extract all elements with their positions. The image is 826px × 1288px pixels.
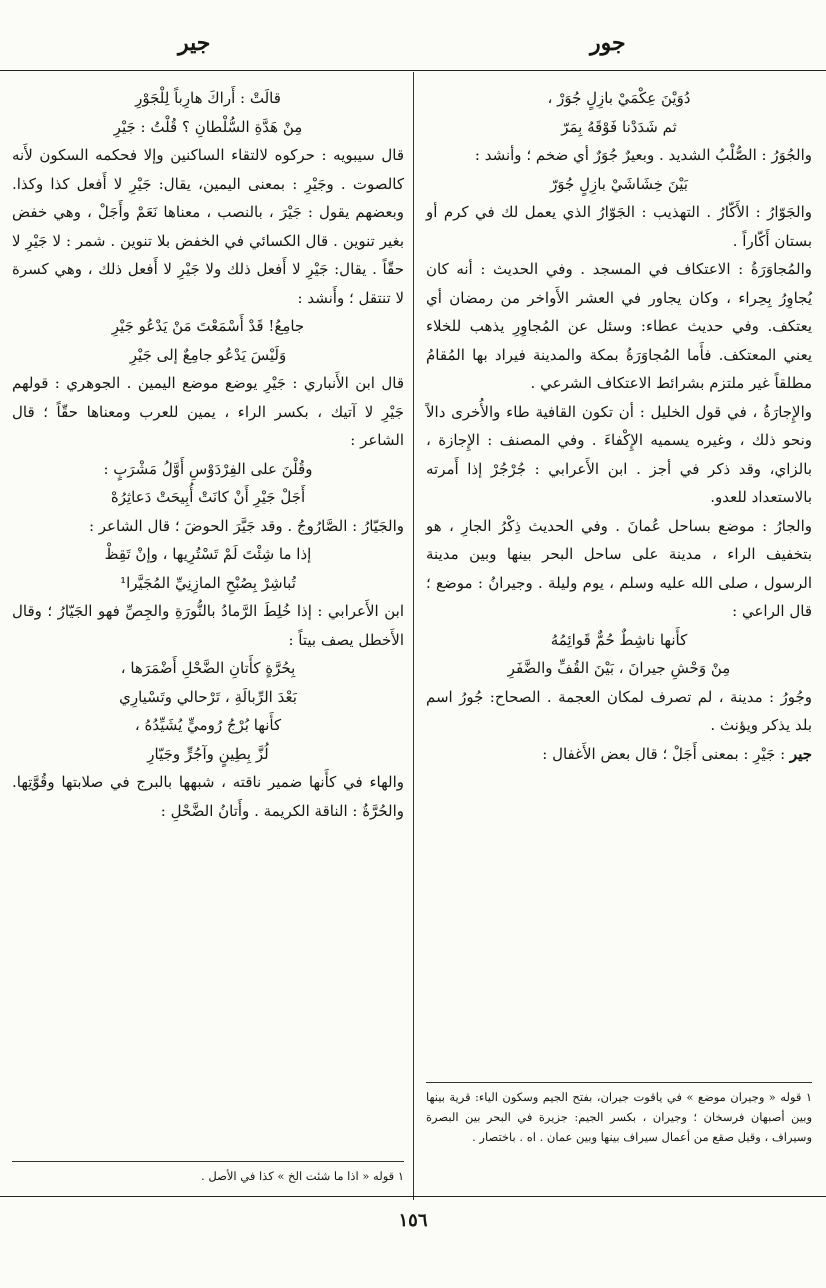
footnote-rule: [12, 1161, 404, 1162]
paragraph: والجَيّارُ : الصَّارُوجُ . وقد جَيَّرَ الحوضَ ؛ قال الشاعر :: [88, 516, 404, 535]
paragraph: والجُوَرُ : الصُّلْبُ الشديد . وبعيرٌ جُوَرٌ أي ضخم ؛ وأنشد :: [474, 146, 812, 164]
entry-text: : جَيْرِ : بمعنى أَجَلْ ؛ قال بعض الأَغفال :: [542, 744, 790, 763]
paragraph: والهاء في كأَنها ضمير ناقته ، شبهها بالبرج في صلابتها وقُوَّتِها. والحُرَّةُ : الناقة الكريمة . وأَتانُ الضَّحْلِ :: [12, 773, 404, 820]
verse-line: أَجَلْ جَيْرِ أَنْ كانَتْ أُبِيحَتْ دَعاثِرُهْ: [110, 488, 306, 506]
right-footnote-block: [426, 1076, 812, 1147]
footnote: ١ قوله « وجيران موضع » في ياقوت جيران، بفتح الجيم وسكون الياء: قرية بينها وبين أصبهان فرسخان ؛ وجيران ، بكسر الجيم: جزيرة في البحر بين البصرة وسيراف ، وقيل صقع من أعمال سيراف بينها وبين عمان . اه . باختصار .: [426, 1090, 812, 1144]
verse-line: تُباشِرْ بِصُبْحِ المازِنِيِّ المُجَيَّرا¹: [120, 573, 296, 592]
paragraph: والإِجارَةُ ، في قول الخليل : أن تكون القافية طاء والأُخرى دالاً ونحو ذلك ، وغيره يسميه الإِكْفاءَ . وفي المصنف : الإِجازة ، بالزاي، وقد ذكر في أجز . ابن الأَعرابي : جُرْجُرْ إذا أَمرته بالاستعداد للعدو.: [426, 402, 812, 506]
verse-line: دُوَيْنَ عِكْمَيْ بازِلٍ جُوَرْ ،: [547, 89, 691, 107]
verse-line: مِنْ وَحْشِ جيرانَ ، بَيْنَ القُفِّ والضَّفَرِ: [507, 659, 731, 677]
header-rule: [0, 70, 826, 71]
verse-line: وَلَيْسَ يَدْعُو جامِعٌ إلى جَيْرِ: [129, 345, 287, 364]
footnote: ١ قوله « اذا ما شئت الخ » كذا في الأصل .: [201, 1169, 404, 1183]
running-head-left: جير: [178, 30, 211, 56]
page-header: [0, 26, 826, 66]
page-number: ١٥٦: [398, 1210, 428, 1231]
paragraph: والجارُ : موضع بساحل عُمانَ . وفي الحديث ذِكْرُ الجارِ ، هو بتخفيف الراء ، مدينة على ساحل البحر بينها وبين مدينة الرسول ، صلى الله عليه وسلم ، يوم وليلة . وجيرانُ : موضع ؛ قال الراعي :: [426, 516, 812, 620]
verse-line: جامِعُ! قَدْ أَسْمَعْتَ مَنْ يَدْعُو جَيْرِ: [111, 317, 305, 335]
verse-line: بِحُرَّةٍ كأَتانِ الضَّحْلِ أَضْمَرَها ،: [120, 659, 296, 677]
verse-line: إذا ما شِئْتَ لَمْ تَسْتُرِيها ، وإنْ تَقِظْ: [104, 545, 312, 563]
paragraph: [426, 740, 812, 769]
verse-line: مِنْ هَدَّةِ السُّلْطانِ ؟ قُلْتُ : جَيْرِ: [113, 117, 303, 136]
column-divider: [413, 72, 414, 1200]
right-column: [426, 84, 812, 768]
verse-line: قالَتْ : أَراكَ هارِباً لِلْجَوْرِ: [135, 89, 281, 107]
verse-line: وقُلْنَ على الفِرْدَوْسِ أَوَّلُ مَشْرَبٍ :: [103, 459, 313, 478]
verse-line: كأَنها ناشِطٌ حُمٌّ قَوائِمُهُ: [550, 630, 688, 649]
paragraph: والمُجاوَرَةُ : الاعتكاف في المسجد . وفي الحديث : أنه كان يُجاوِرُ بِحِراء ، وكان يجاور في العشر الأَواخر من رمضان أي يعتكف. وفي حديث عطاء: وسئل عن المُجاوِرِ يذهب للخلاء يعني المعتكف. فأَما المُجاوَرَةُ بمكة والمدينة فيراد بها المُقامُ مطلقاً غير ملتزم بشرائط الاعتكاف الشرعي .: [426, 260, 812, 392]
verse-line: كأَنها بُرْجُ رُوميٍّ يُشَيِّدُهُ ،: [134, 716, 282, 734]
paragraph: قال سيبويه : حركوه لالتقاء الساكنين وإلا فحكمه السكون لأَنه كالصوت . وجَيْرِ : بمعنى اليمين، يقال: جَيْرِ لا أَفعل كذا وكذا. وبعضهم يقول : جَيْرَ ، بالنصب ، معناها نَعَمْ وأَجَلْ ، وهي خفض بغير تنوين . قال الكسائي في الخفض بلا تنوين . شمر : لا جَيْرِ لا حقّاً . يقال: جَيْرِ لا أَفعل ذلك ولا جَيْرِ لا أَفعل ذلك ، وهي كسرة لا تنتقل ؛ وأَنشد :: [12, 146, 404, 307]
paragraph: وجُورُ : مدينة ، لم تصرف لمكان العجمة . الصحاح: جُورُ اسم بلد يذكر ويؤنث .: [426, 687, 812, 734]
verse-line: لُزَّ بِطِينٍ وآجُرٍّ وجَيّارِ: [147, 744, 269, 763]
footer-rule: [0, 1196, 826, 1197]
left-footnote-block: [12, 1155, 404, 1186]
paragraph: قال ابن الأَنباري : جَيْرِ يوضع موضع اليمين . الجوهري : قولهم جَيْرِ لا آتيك ، بكسر الراء ، يمين للعرب ومعناها حقّاً ؛ قال الشاعر :: [12, 374, 404, 449]
left-column: [12, 84, 404, 825]
entry-headword: جير: [789, 744, 812, 763]
footnote-rule: [426, 1082, 812, 1083]
verse-line: بَعْدَ الرِّبالَةِ ، تَرْحالي وتَسْيارِي: [119, 687, 297, 706]
paragraph: والجَوّارُ : الأَكّارُ . التهذيب : الجَوّارُ الذي يعمل لك في كرم أو بستان أَكّاراً .: [426, 203, 812, 250]
verse-line: بَيْنَ خِشَاشَيْ بازِلٍ جُوَرّ: [550, 174, 688, 193]
verse-line: ثم شَدَدْنا فَوْقَهُ بِمَرّ: [561, 117, 677, 136]
paragraph: ابن الأَعرابي : إذا خُلِطَ الرَّمادُ بالنُّورَةِ والجِصِّ فهو الجَيّارُ ؛ وقال الأَخطل يصف بيتاً :: [12, 602, 404, 649]
running-head-right: جور: [590, 30, 626, 56]
